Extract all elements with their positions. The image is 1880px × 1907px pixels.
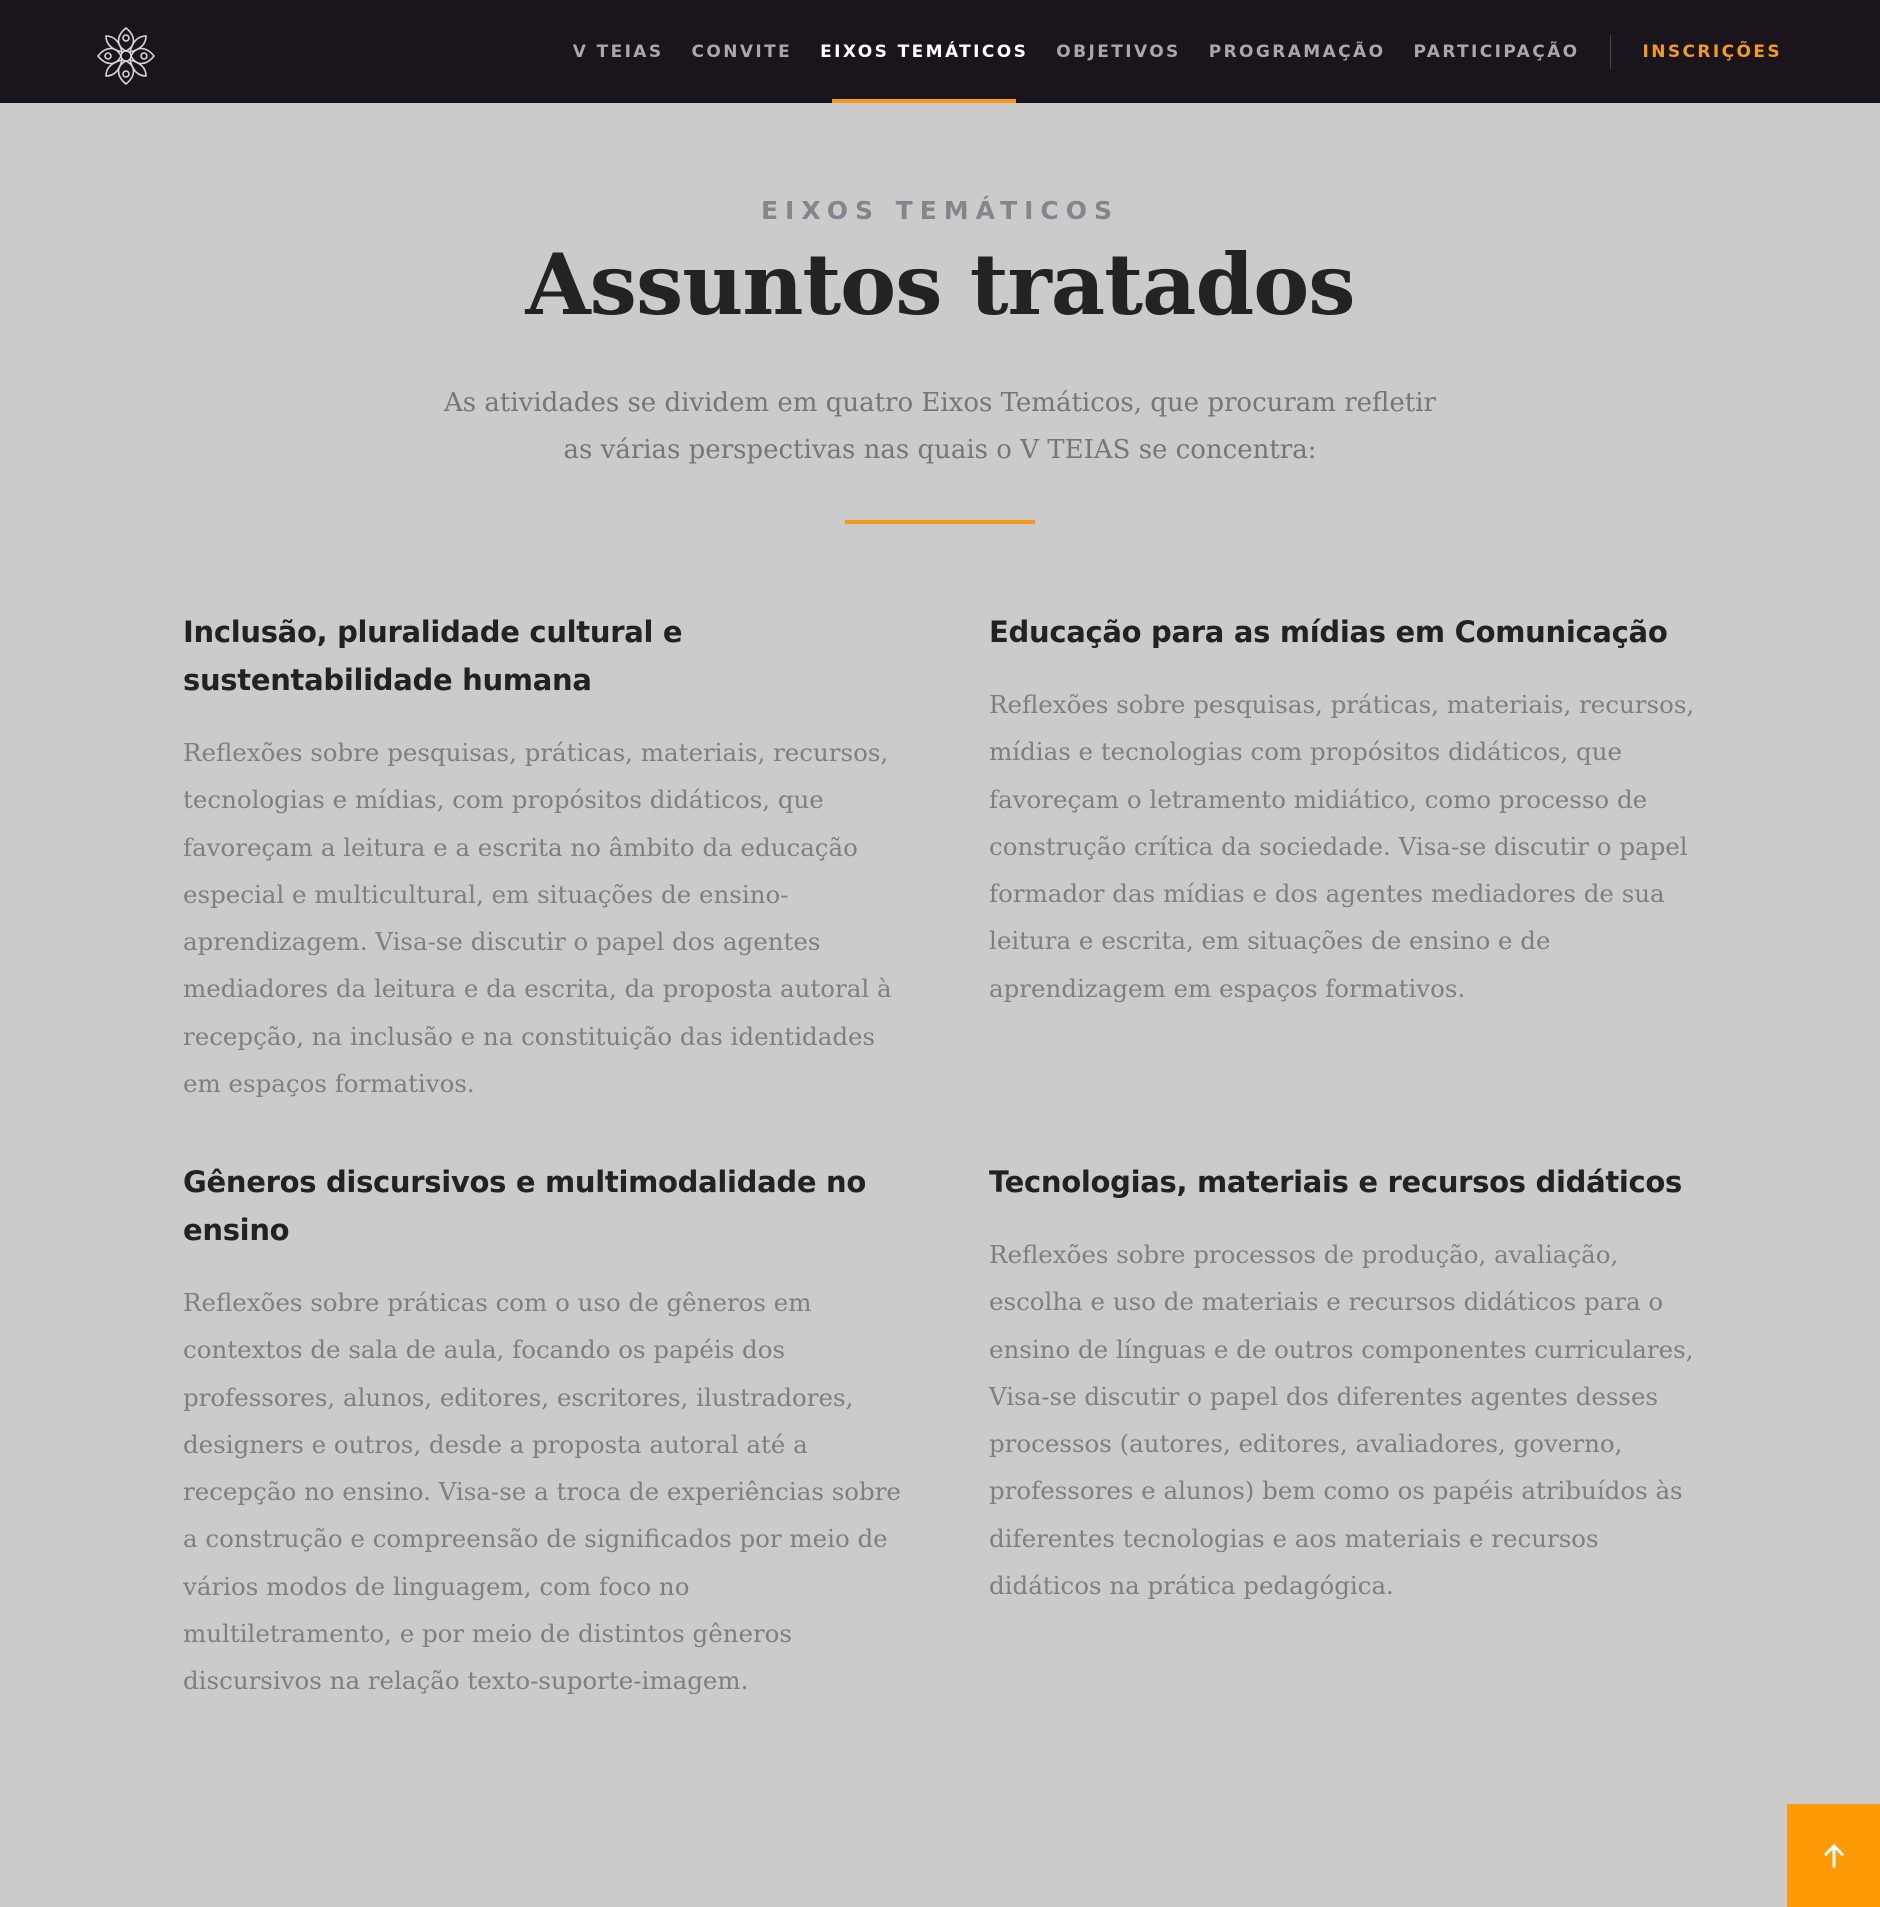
axis-card [183,608,903,1107]
axis-card [989,608,1709,1012]
section-eyebrow: EIXOS TEMÁTICOS [760,196,1120,225]
top-navbar [0,0,1880,103]
nav-item-objetivos[interactable]: OBJETIVOS [1056,41,1181,62]
axis-title: Tecnologias, materiais e recursos didáticos [989,1165,1683,1199]
nav-item-convite[interactable]: CONVITE [691,41,793,62]
axis-card [183,1158,903,1705]
accent-divider [845,520,1035,524]
axis-title: Educação para as mídias em Comunicação [989,615,1668,649]
axis-card [989,1158,1709,1609]
axis-title: Gêneros discursivos e multimodalidade no ensino [183,1165,866,1247]
nav-divider [1610,35,1611,69]
arrow-up-icon [1821,1843,1847,1869]
axis-description: Reflexões sobre pesquisas, práticas, materiais, recursos, mídias e tecnologias com propósitos didáticos, que favoreçam o letramento midiático, como processo de construção crítica da sociedade. Visa-se discutir o papel formador das mídias e dos agentes mediadores de sua leitura e escrita, em situações de ensino e de aprendizagem em espaços formativos. [989,690,1695,1003]
axis-description: Reflexões sobre práticas com o uso de gêneros em contextos de sala de aula, focando os papéis dos professores, alunos, editores, escritores, ilustradores, designers e outros, desde a proposta autoral até a recepção no ensino. Visa-se a troca de experiências sobre a construção e compreensão de significados por meio de vários modos de linguagem, com foco no multiletramento, e por meio de distintos gêneros discursivos na relação texto-suporte-imagem. [183,1288,901,1696]
axis-description: Reflexões sobre pesquisas, práticas, materiais, recursos, tecnologias e mídias, com propósitos didáticos, que favoreçam a leitura e a escrita no âmbito da educação especial e multicultural, em situações de ensino-aprendizagem. Visa-se discutir o papel dos agentes mediadores da leitura e da escrita, da proposta autoral à recepção, na inclusão e na constituição das identidades em espaços formativos. [183,738,892,1099]
axis-description: Reflexões sobre processos de produção, avaliação, escolha e uso de materiais e recursos didáticos para o ensino de línguas e de outros componentes curriculares, Visa-se discutir o papel dos diferentes agentes desses processos (autores, editores, avaliadores, governo, professores e alunos) bem como os papéis atribuídos às diferentes tecnologias e aos materiais e recursos didáticos na prática pedagógica. [989,1240,1694,1601]
nav-item-v-teias[interactable]: V TEIAS [572,41,664,62]
section-intro: As atividades se dividem em quatro Eixos Temáticos, que procuram refletir as várias perspectivas nas quais o V TEIAS se concentra: [444,388,1436,465]
nav-item-inscricoes[interactable]: INSCRIÇÕES [1642,41,1782,62]
axis-title: Inclusão, pluralidade cultural e sustentabilidade humana [183,615,683,697]
nav-item-eixos-tematicos[interactable]: EIXOS TEMÁTICOS [806,0,1042,103]
main-nav [559,0,1782,103]
celtic-knot-icon[interactable] [96,26,156,86]
nav-item-programacao[interactable]: PROGRAMAÇÃO [1208,41,1386,62]
back-to-top-button[interactable] [1787,1804,1880,1907]
section-title: Assuntos tratados [525,235,1355,334]
nav-item-participacao[interactable]: PARTICIPAÇÃO [1413,41,1580,62]
